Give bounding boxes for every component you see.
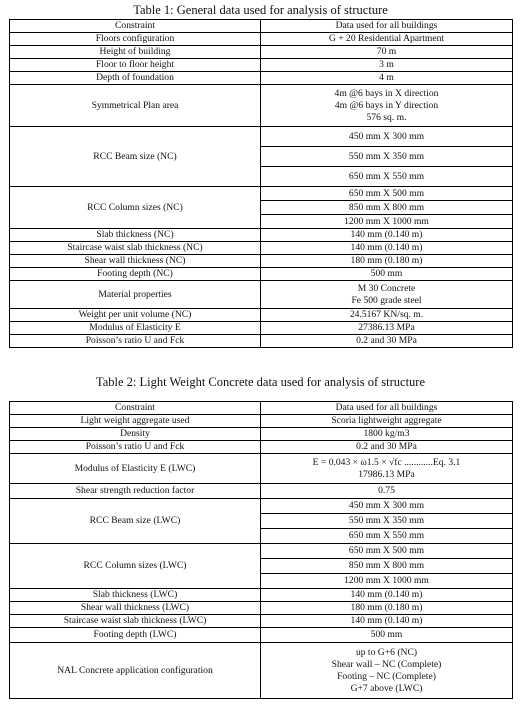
row-value: 650 mm X 500 mm xyxy=(261,544,513,559)
row-value: 500 mm xyxy=(261,628,513,643)
row-label: Symmetrical Plan area xyxy=(10,85,261,127)
table-header-row xyxy=(10,402,513,415)
table-row xyxy=(10,454,513,484)
row-label: Height of building xyxy=(10,46,261,59)
table-row xyxy=(10,309,513,322)
row-label: Floors configuration xyxy=(10,33,261,46)
row-value: 650 mm X 550 mm xyxy=(261,167,513,187)
table-row xyxy=(10,335,513,348)
table-row xyxy=(10,229,513,242)
table-row xyxy=(10,72,513,85)
value-line: 4m @6 bays in X direction xyxy=(334,87,439,99)
header-constraint: Constraint xyxy=(10,20,261,33)
row-value: 550 mm X 350 mm xyxy=(261,147,513,167)
row-value: 140 mm (0.140 m) xyxy=(261,589,513,602)
row-label: RCC Column sizes (NC) xyxy=(10,187,261,229)
table-row xyxy=(10,415,513,428)
table-row xyxy=(10,643,513,699)
row-value: 1200 mm X 1000 mm xyxy=(261,574,513,589)
table-row xyxy=(10,127,513,147)
row-value: 1800 kg/m3 xyxy=(261,428,513,441)
value-line: 17986.13 MPa xyxy=(358,468,415,480)
row-value xyxy=(261,643,513,699)
table-row xyxy=(10,602,513,615)
table-row xyxy=(10,499,513,514)
row-label: Footing depth (LWC) xyxy=(10,628,261,643)
row-value: 450 mm X 300 mm xyxy=(261,499,513,514)
row-value: 3 m xyxy=(261,59,513,72)
header-data: Data used for all buildings xyxy=(261,402,513,415)
row-value: 1200 mm X 1000 mm xyxy=(261,215,513,229)
row-value: 500 mm xyxy=(261,268,513,281)
value-line: Footing – NC (Complete) xyxy=(337,670,436,682)
row-value: 850 mm X 800 mm xyxy=(261,559,513,574)
table2-caption: Table 2: Light Weight Concrete data used for analysis of structure xyxy=(95,375,426,389)
table-row xyxy=(10,281,513,309)
row-value xyxy=(261,281,513,309)
row-label: Staircase waist slab thickness (NC) xyxy=(10,242,261,255)
table-row xyxy=(10,59,513,72)
table-row xyxy=(10,242,513,255)
row-value: 650 mm X 500 mm xyxy=(261,187,513,201)
value-line: M 30 Concrete xyxy=(357,282,416,294)
row-value: 0.2 and 30 MPa xyxy=(261,335,513,348)
row-label: Poisson’s ratio U and Fck xyxy=(10,335,261,348)
row-label: Slab thickness (LWC) xyxy=(10,589,261,602)
table-row xyxy=(10,544,513,559)
value-line: up to G+6 (NC) xyxy=(355,646,418,658)
row-value: G + 20 Residential Apartment xyxy=(261,33,513,46)
row-value xyxy=(261,454,513,484)
value-line: G+7 above (LWC) xyxy=(350,682,423,694)
row-value: 140 mm (0.140 m) xyxy=(261,615,513,628)
value-line: 576 sq. m. xyxy=(366,111,407,123)
row-label: Shear strength reduction factor xyxy=(10,484,261,499)
row-label: Modulus of Elasticity E xyxy=(10,322,261,335)
value-line: Shear wall – NC (Complete) xyxy=(331,658,442,670)
row-value: 650 mm X 550 mm xyxy=(261,529,513,544)
row-label: Footing depth (NC) xyxy=(10,268,261,281)
row-label: RCC Beam size (LWC) xyxy=(10,499,261,544)
row-value: 4 m xyxy=(261,72,513,85)
row-value xyxy=(261,85,513,127)
row-value: 450 mm X 300 mm xyxy=(261,127,513,147)
table1-caption: Table 1: General data used for analysis of structure xyxy=(133,3,388,17)
row-value: 550 mm X 350 mm xyxy=(261,514,513,529)
header-data: Data used for all buildings xyxy=(261,20,513,33)
row-value: 0.75 xyxy=(261,484,513,499)
row-label: Modulus of Elasticity E (LWC) xyxy=(10,454,261,484)
row-label: NAL Concrete application configuration xyxy=(10,643,261,699)
table-row xyxy=(10,428,513,441)
table-row xyxy=(10,268,513,281)
table-header-row xyxy=(10,20,513,33)
table-row xyxy=(10,46,513,59)
row-label: Weight per unit volume (NC) xyxy=(10,309,261,322)
row-label: RCC Beam size (NC) xyxy=(10,127,261,187)
row-label: Light weight aggregate used xyxy=(10,415,261,428)
value-line: Fe 500 grade steel xyxy=(351,294,422,306)
row-label: Staircase waist slab thickness (LWC) xyxy=(10,615,261,628)
row-label: Material properties xyxy=(10,281,261,309)
row-label: Poisson’s ratio U and Fck xyxy=(10,441,261,454)
table-row xyxy=(10,322,513,335)
table-row xyxy=(10,484,513,499)
general-data-table xyxy=(9,19,513,348)
table-row xyxy=(10,85,513,127)
row-label: Shear wall thickness (LWC) xyxy=(10,602,261,615)
table-row xyxy=(10,441,513,454)
row-label: RCC Column sizes (LWC) xyxy=(10,544,261,589)
table-row xyxy=(10,187,513,201)
row-value: 850 mm X 800 mm xyxy=(261,201,513,215)
row-label: Slab thickness (NC) xyxy=(10,229,261,242)
row-label: Shear wall thickness (NC) xyxy=(10,255,261,268)
value-line: 4m @6 bays in Y direction xyxy=(334,99,439,111)
row-value: 27386.13 MPa xyxy=(261,322,513,335)
row-value: 140 mm (0.140 m) xyxy=(261,242,513,255)
table-row xyxy=(10,615,513,628)
table-row xyxy=(10,589,513,602)
row-value: 70 m xyxy=(261,46,513,59)
equation-line: E = 0.043 × ω1.5 × √fc ............Eq. 3.1 xyxy=(312,456,461,468)
row-label: Depth of foundation xyxy=(10,72,261,85)
row-value: 180 mm (0.180 m) xyxy=(261,602,513,615)
row-value: Scoria lightweight aggregate xyxy=(261,415,513,428)
lightweight-concrete-table xyxy=(9,401,513,699)
row-value: 180 mm (0.180 m) xyxy=(261,255,513,268)
table-row xyxy=(10,628,513,643)
row-label: Density xyxy=(10,428,261,441)
row-label: Floor to floor height xyxy=(10,59,261,72)
row-value: 140 mm (0.140 m) xyxy=(261,229,513,242)
header-constraint: Constraint xyxy=(10,402,261,415)
row-value: 0.2 and 30 MPa xyxy=(261,441,513,454)
table-row xyxy=(10,255,513,268)
row-value: 24.5167 KN/sq. m. xyxy=(261,309,513,322)
table-row xyxy=(10,33,513,46)
